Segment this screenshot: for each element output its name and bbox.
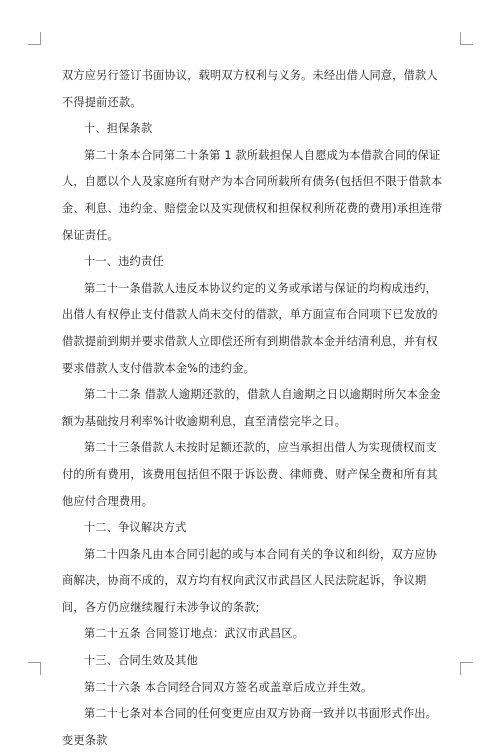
section-heading-dispute: 十二、争议解决方式 [84,521,187,535]
crop-mark-bottom-left [28,662,41,675]
article-23: 第二十三条借款人未按时足额还款的，应当承担出借人为实现债权而支付的所有费用，该费用包括但不限于诉讼费、律师费、财产保全费和所有其他应付合理费用。 [62,441,438,508]
article-20: 第二十条本合同第二十条第 1 款所载担保人自愿成为本借款合同的保证人，自愿以个人及家庭所有财产为本合同所载所有债务(包括但不限于借款本金、利息、违约金、赔偿金以及实现债权和担保权利所花费的费用)承担连带保证责任。 [62,148,443,242]
paragraph-continuation: 双方应另行签订书面协议，载明双方权利与义务。未经出借人同意，借款人不得提前还款。 [62,69,438,109]
article-25: 第二十五条 合同签订地点：武汉市武昌区。 [84,627,305,641]
crop-mark-bottom-right [460,662,473,675]
document-body [62,63,446,754]
article-22: 第二十二条 借款人逾期还款的，借款人自逾期之日以逾期时所欠本金金额为基础按月利率%计收逾期利息，直至清偿完毕之日。 [62,388,441,428]
crop-mark-top-left [28,32,41,45]
article-24: 第二十四条凡由本合同引起的或与本合同有关的争议和纠纷，双方应协商解决，协商不成的，双方均有权向武汉市武昌区人民法院起诉，争议期间，各方仍应继续履行未涉争议的条款; [62,547,438,614]
crop-mark-top-right [460,32,473,45]
section-heading-guarantee: 十、担保条款 [84,122,153,136]
section-heading-effect: 十三、合同生效及其他 [84,654,198,668]
article-27: 第二十七条对本合同的任何变更应由双方协商一致并以书面形式作出。变更条款 [62,707,438,747]
article-21: 第二十一条借款人违反本协议约定的义务或承诺与保证的均构成违约，出借人有权停止支付借款人尚未交付的借款，单方面宣布合同项下已发放的借款提前到期并要求借款人立即偿还所有到期借款本金并结清利息，并有权要求借款人支付借款本金%的违约金。 [62,281,438,375]
article-26: 第二十六条 本合同经合同双方签名或盖章后成立并生效。 [84,680,373,694]
section-heading-liability: 十一、违约责任 [84,255,164,269]
